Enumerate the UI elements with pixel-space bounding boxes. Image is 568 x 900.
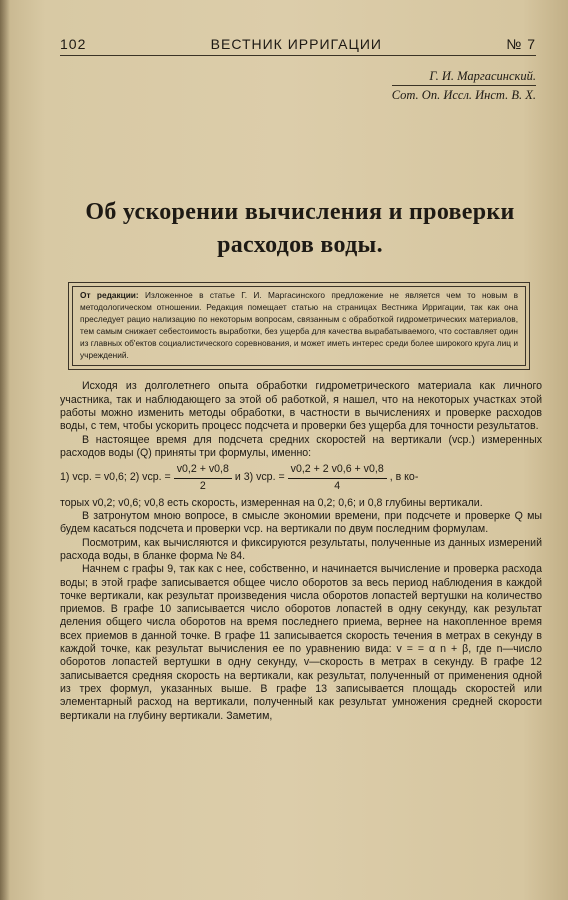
formula-2-prefix: 2) vср. = (129, 471, 171, 484)
formula-3-prefix: и 3) vср. = (234, 471, 285, 484)
issue-number: № 7 (506, 36, 536, 52)
editor-note-text: Изложенное в статье Г. И. Маргасинского предложение не является чем то новым в методологическом отношении. Редакция помещает статью на страницах Вестника Ирригации, так как она преследует рацио нализацию по некоторым вопросам, связанным с обработкой гидрометрических материалов, тем самым снижает себестоимость выработки, без ущерба для качества вырабатываемого, что составляет один из главных об'ектов социалистического соревнования, и может иметь интерес среди более широкого круга лиц и учреждений. (80, 290, 519, 360)
editor-note (72, 286, 526, 366)
article-title (64, 196, 536, 262)
formula-3-denominator: 4 (334, 479, 341, 492)
formula-2-denominator: 2 (199, 479, 206, 492)
paragraph-4: В затронутом мною вопросе, в смысле экономии времени, при подсчете и проверке Q мы будем касаться подсчета и проверки vср. на вертикали по двум последним формулам. (60, 510, 542, 536)
running-header (60, 36, 536, 56)
formula-suffix: , в ко- (389, 471, 419, 484)
editor-note-label: От редакции: (80, 290, 139, 300)
author-block (60, 68, 536, 104)
paragraph-3: торых v0,2; v0,6; v0,8 есть скорость, измеренная на 0,2; 0,6; и 0,8 глубины вертикали. (60, 496, 483, 509)
author-name: Г. И. Маргасинский. (429, 69, 536, 83)
paragraph-1: Исходя из долголетнего опыта обработки гидрометрического материала как личного участника, так и наблюдающего за этой об работкой, я нашел, что на некоторых участках этой работы можно изменить методы обработки, в частности в вычислениях и проверке расходов воды, с тем, чтобы ускорить процесс подсчета и проверки без ущерба для точности результатов. (60, 380, 542, 433)
paragraph-5: Посмотрим, как вычисляются и фиксируются результаты, полученные из данных измерений расхода воды, в бланке форма № 84. (60, 536, 542, 562)
velocity-formulas (60, 463, 542, 493)
paragraph-2: В настоящее время для подсчета средних скоростей на вертикали (vср.) измеренных расходов воды (Q) приняты три формулы, именно: (60, 433, 542, 459)
formula-2-fraction (174, 463, 232, 493)
page-number: 102 (60, 36, 87, 52)
formula-3-fraction (288, 463, 387, 493)
author-affiliation: Сот. Оп. Иссл. Инст. В. Х. (392, 85, 536, 104)
title-line-2: расходов воды. (217, 232, 383, 258)
formula-2-numerator: v0,2 + v0,8 (174, 463, 232, 478)
title-line-1: Об ускорении вычисления и проверки (85, 199, 515, 225)
formula-3-numerator: v0,2 + 2 v0,6 + v0,8 (288, 463, 387, 478)
formula-1: vср. = v0,6; (72, 471, 127, 484)
article-body (60, 380, 542, 722)
editor-note-box (68, 282, 530, 370)
paragraph-6: Начнем с графы 9, так как с нее, собственно, и начинается вычисление и проверка расхода воды; в этой графе записывается общее число оборотов за весь период наблюдения в каждой точке вертикали, как результат произведения числа оборотов лопастей вертушки на количество приемов. В графе 10 записывается число оборотов лопастей в одну секунду, как результат деления общего числа оборотов на время последнего приема, вернее на накопленное время всех приемов в данной точке. В графе 11 записывается скорость течения в метрах в секунду в каждой точке, как результат вычисления ее по уравнению вида: v = = α n + β, где n—число оборотов лопастей вертушки в одну секунду, v—скорость в метрах в секунду. В графе 12 записывается средняя скорость на вертикали, как результат, полученный от применения одной из трех формул, указанных выше. В графе 13 записывается площадь скоростей или элементарный расход на вертикали, полученный как результат умножения средней скорости вертикали на глубину вертикали. Заметим, (60, 563, 542, 722)
journal-title: ВЕСТНИК ИРРИГАЦИИ (210, 36, 382, 52)
formula-1-prefix: 1) (60, 471, 70, 484)
